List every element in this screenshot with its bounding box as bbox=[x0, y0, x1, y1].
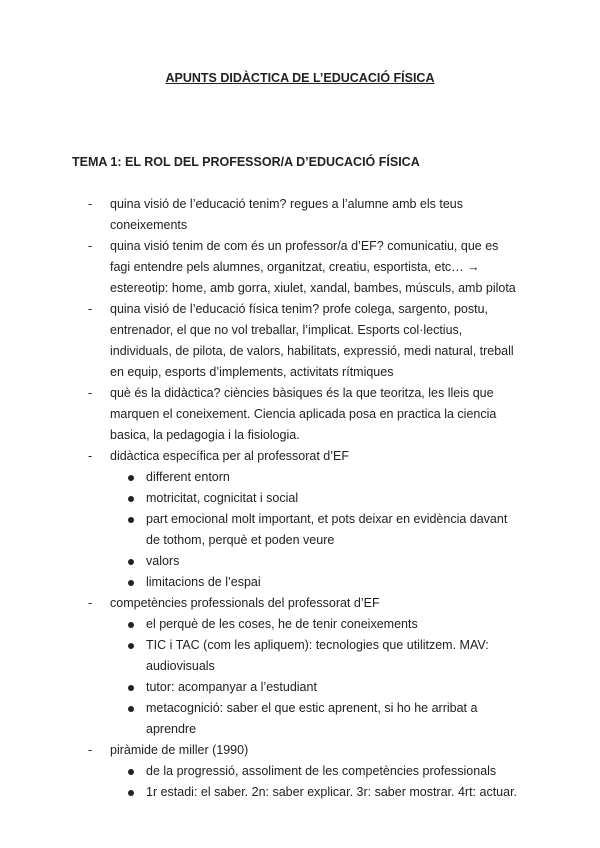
list-item bbox=[0, 740, 600, 803]
sub-list-item bbox=[110, 551, 520, 572]
sub-list bbox=[110, 761, 520, 803]
list-item-text: què és la didàctica? ciències bàsiques és la que teoritza, les lleis que marquen el coneixement. Ciencia aplicada posa en practica la ciencia basica, la pedagogia i la fisiologia. bbox=[110, 386, 497, 442]
sub-list-item bbox=[110, 782, 520, 803]
list-item-text: didàctica específica per al professorat d’EF bbox=[110, 449, 350, 463]
sub-list bbox=[110, 614, 520, 740]
notes-list bbox=[0, 194, 600, 803]
document-title: APUNTS DIDÀCTICA DE L’EDUCACIÓ FÍSICA bbox=[165, 71, 435, 85]
bullet-icon bbox=[128, 769, 134, 775]
list-item bbox=[0, 194, 600, 236]
sub-list-item-text: metacognició: saber el que estic aprenent, si ho he arribat a aprendre bbox=[146, 701, 478, 736]
sub-list-item-text: valors bbox=[146, 554, 180, 568]
sub-list-item bbox=[110, 635, 520, 677]
dash-marker: - bbox=[88, 239, 93, 253]
bullet-icon bbox=[128, 790, 134, 796]
dash-marker: - bbox=[88, 743, 93, 757]
list-item-text: competències professionals del professorat d’EF bbox=[110, 596, 380, 610]
dash-marker: - bbox=[88, 386, 93, 400]
sub-list-item-text: tutor: acompanyar a l’estudiant bbox=[146, 680, 317, 694]
list-item-text: quina visió de l’educació tenim? regues a l’alumne amb els teus coneixements bbox=[110, 197, 463, 232]
sub-list-item-text: limitacions de l’espai bbox=[146, 575, 261, 589]
bullet-icon bbox=[128, 685, 134, 691]
dash-marker: - bbox=[88, 197, 93, 211]
sub-list-item-text: 1r estadi: el saber. 2n: saber explicar. 3r: saber mostrar. 4rt: actuar. bbox=[146, 785, 518, 799]
sub-list-item-text: part emocional molt important, et pots deixar en evidència davant de tothom, perquè et poden veure bbox=[146, 512, 508, 547]
sub-list-item bbox=[110, 467, 520, 488]
list-item-text: quina visió de l’educació física tenim? profe colega, sargento, postu, entrenador, el que no vol treballar, l’implicat. Esports col·lectius, individuals, de pilota, de valors, habilitats, expressió, medi natural, treball en equip, esports d’implements, activitats rítmiques bbox=[110, 302, 514, 379]
sub-list-item-text: motricitat, cognicitat i social bbox=[146, 491, 299, 505]
sub-list-item-text: de la progressió, assoliment de les competències professionals bbox=[146, 764, 497, 778]
list-item-text: piràmide de miller (1990) bbox=[110, 743, 249, 757]
sub-list-item bbox=[110, 614, 520, 635]
sub-list-item bbox=[110, 761, 520, 782]
list-item bbox=[0, 383, 600, 446]
bullet-icon bbox=[128, 559, 134, 565]
list-item bbox=[0, 446, 600, 593]
dash-marker: - bbox=[88, 449, 93, 463]
list-item bbox=[0, 593, 600, 740]
dash-marker: - bbox=[88, 302, 93, 316]
bullet-icon bbox=[128, 643, 134, 649]
list-item-text: quina visió tenim de com és un professor/a d’EF? comunicatiu, que es fagi entendre pels alumnes, organitzat, creatiu, esportista, etc… → estereotip: home, amb gorra, xiulet, xandal, bambes, músculs, amb pilota bbox=[110, 239, 516, 295]
sub-list-item bbox=[110, 677, 520, 698]
bullet-icon bbox=[128, 706, 134, 712]
sub-list-item bbox=[110, 509, 520, 551]
dash-marker: - bbox=[88, 596, 93, 610]
sub-list-item-text: different entorn bbox=[146, 470, 230, 484]
bullet-icon bbox=[128, 622, 134, 628]
bullet-icon bbox=[128, 475, 134, 481]
sub-list-item bbox=[110, 698, 520, 740]
bullet-icon bbox=[128, 580, 134, 586]
sub-list bbox=[110, 467, 520, 593]
bullet-icon bbox=[128, 496, 134, 502]
list-item bbox=[0, 299, 600, 383]
sub-list-item bbox=[110, 488, 520, 509]
list-item bbox=[0, 236, 600, 299]
sub-list-item-text: TIC i TAC (com les apliquem): tecnologies que utilitzem. MAV: audiovisuals bbox=[146, 638, 489, 673]
bullet-icon bbox=[128, 517, 134, 523]
sub-list-item bbox=[110, 572, 520, 593]
section-title: TEMA 1: EL ROL DEL PROFESSOR/A D’EDUCACIÓ FÍSICA bbox=[72, 155, 420, 169]
sub-list-item-text: el perquè de les coses, he de tenir coneixements bbox=[146, 617, 418, 631]
